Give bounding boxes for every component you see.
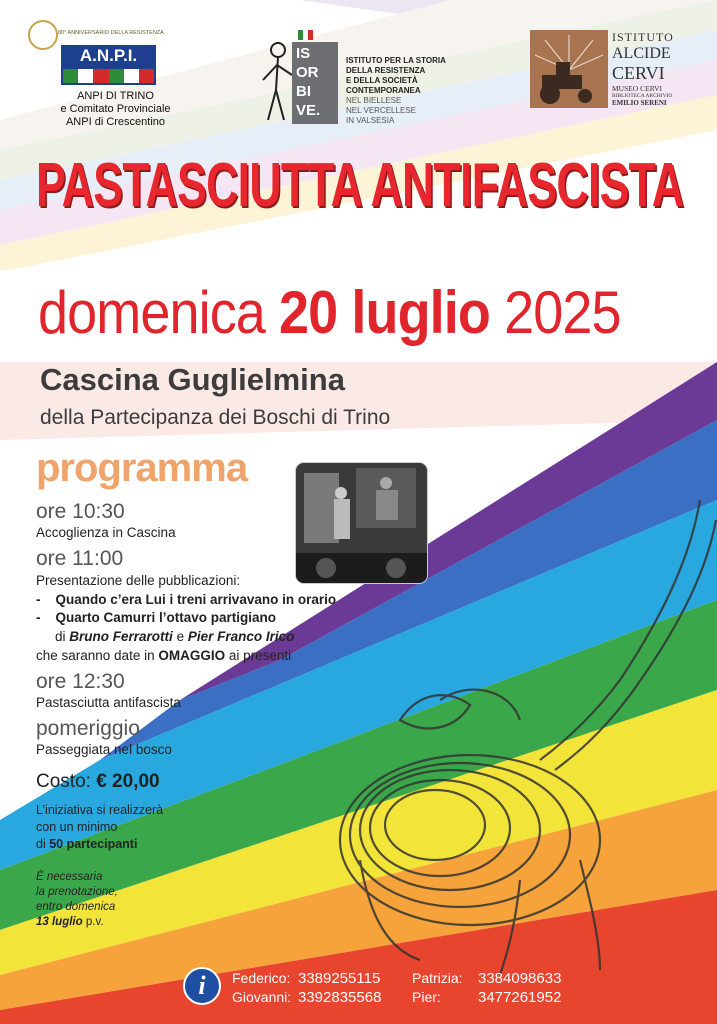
publication-1: - Quando c’era Lui i treni arrivavano in orario <box>36 592 337 607</box>
anpi-flag-icon <box>61 45 156 87</box>
program-desc-4: Passeggiata nel bosco <box>36 742 172 757</box>
program-time-1: ore 10:30 <box>36 500 125 523</box>
contact-name-1: Federico: <box>232 970 291 986</box>
anpi-logo <box>28 20 171 128</box>
program-desc-1: Accoglienza in Cascina <box>36 525 176 540</box>
program-desc-2: Presentazione delle pubblicazioni: <box>36 573 241 588</box>
contact-phone-2[interactable]: 3392835568 <box>298 989 382 1006</box>
cervi-caption: ISTITUTO ALCIDE CERVI MUSEO CERVI BIBLIOTECA ARCHIVIO EMILIO SERENI <box>612 30 674 107</box>
contact-name-3: Patrizia: <box>412 970 463 986</box>
anpi-badge-text: 80° ANNIVERSARIO DELLA RESISTENZA <box>58 30 164 36</box>
publication-2: - Quarto Camurri l’ottavo partigiano <box>36 610 277 625</box>
italian-flag-icon <box>298 30 313 40</box>
program-time-3: ore 12:30 <box>36 670 125 693</box>
anpi-line-1: ANPI DI TRINO <box>77 90 154 102</box>
anpi-name: A.N.P.I. <box>61 45 156 67</box>
historical-photo <box>296 463 427 583</box>
isorbive-mark: IS OR BI VE. <box>292 42 338 124</box>
program-desc-3: Pastasciutta antifascista <box>36 695 181 710</box>
programma-heading: programma <box>36 446 248 490</box>
contact-phone-4[interactable]: 3477261952 <box>478 989 562 1006</box>
date-weekday: domenica <box>38 279 265 346</box>
publication-authors: di Bruno Ferrarotti e Pier Franco Irico <box>55 629 295 644</box>
program-time-4: pomeriggio <box>36 717 140 740</box>
isorbive-logo <box>258 30 468 130</box>
date-year: 2025 <box>504 279 621 346</box>
cost: Costo: € 20,00 <box>36 771 160 792</box>
anniversary-badge-icon <box>28 20 58 50</box>
anpi-line-2: e Comitato Provinciale <box>60 103 171 115</box>
anpi-caption <box>48 90 183 129</box>
anpi-line-3: ANPI di Crescentino <box>65 116 166 128</box>
contact-name-4: Pier: <box>412 989 441 1005</box>
date-day-month: 20 luglio <box>279 279 490 346</box>
venue-name: Cascina Guglielmina <box>40 362 345 397</box>
event-date <box>38 278 621 347</box>
isorbive-caption: ISTITUTO PER LA STORIA DELLA RESISTENZA E DELLA SOCIETÀ CONTEMPORANEA NEL BIELLESE NEL VERCELLESE IN VALSESIA <box>346 56 446 125</box>
info-icon: i <box>183 967 221 1005</box>
venue-subtitle: della Partecipanza dei Boschi di Trino <box>40 406 391 429</box>
gift-note: che saranno date in OMAGGIO ai presenti <box>36 648 292 663</box>
booking-note: È necessaria la prenotazione, entro domenica 13 luglio p.v. <box>36 871 118 928</box>
program-time-2: ore 11:00 <box>36 547 124 570</box>
contact-phone-1[interactable]: 3389255115 <box>298 970 381 987</box>
minimum-participants: L’iniziativa si realizzerà con un minimo di 50 partecipanti <box>36 803 164 851</box>
event-title: PASTASCIUTTA ANTIFASCISTA <box>36 151 684 220</box>
contact-name-2: Giovanni: <box>232 989 292 1005</box>
cost-value: € 20,00 <box>96 771 160 792</box>
cervi-logo <box>530 30 682 110</box>
contact-phone-3[interactable]: 3384098633 <box>478 970 562 987</box>
tractor-icon <box>530 30 608 108</box>
